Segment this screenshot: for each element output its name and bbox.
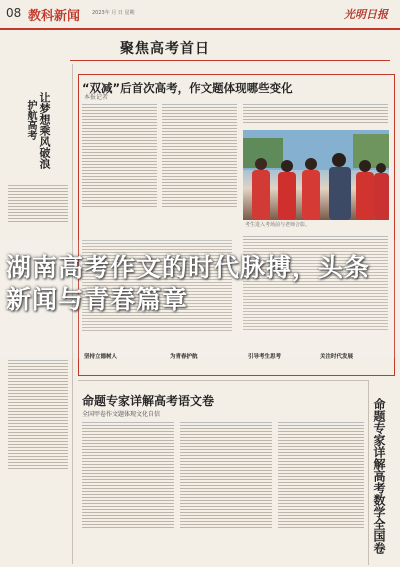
masthead-date: 2023年 月 日 星期 xyxy=(92,10,135,16)
text-block-left xyxy=(8,185,68,241)
text-block-a xyxy=(82,104,157,240)
text-block-f xyxy=(82,422,174,563)
topic-title: 聚焦高考首日 xyxy=(120,41,210,57)
right-divider xyxy=(368,380,369,565)
text-block-c xyxy=(243,104,388,127)
masthead xyxy=(0,0,400,30)
news-photo xyxy=(243,130,389,220)
article-top-headline: “双减”后首次高考，作文题体现哪些变化 xyxy=(82,81,293,95)
overlay-title: 湖南高考作文的时代脉搏，头条新闻与青春篇章 xyxy=(6,253,371,314)
photo-illustration xyxy=(243,130,389,220)
article-top-byline: 本报记者 xyxy=(84,94,109,101)
newspaper-brand: 光明日报 xyxy=(344,8,388,21)
subhead-3: 引导考生思考 xyxy=(248,354,282,360)
section-divider xyxy=(78,380,368,381)
left-vertical-headline: 让梦想乘风破浪 xyxy=(38,92,51,169)
text-block-b xyxy=(162,104,237,240)
article-bottom-subhead: 全国甲卷作文题体现文化自信 xyxy=(82,411,161,418)
right-vertical-headline: 命题专家详解高考数学全国卷 xyxy=(372,398,386,554)
left-vertical-headline-2: 护航高考 xyxy=(25,100,36,140)
subhead-1: 坚持立德树人 xyxy=(84,354,118,360)
text-block-h xyxy=(278,422,364,563)
section-title: 教科新闻 xyxy=(28,9,81,24)
subhead-2: 为青春护航 xyxy=(170,354,198,360)
subhead-4: 关注时代发展 xyxy=(320,354,354,360)
text-block-left-bottom xyxy=(8,360,68,561)
article-bottom-headline: 命题专家详解高考语文卷 xyxy=(82,394,215,408)
photo-caption: 考生进入考场前与老师合影。 xyxy=(245,222,311,228)
topic-rule xyxy=(70,60,390,61)
text-block-g xyxy=(180,422,272,563)
page-number: 08 xyxy=(6,6,22,20)
